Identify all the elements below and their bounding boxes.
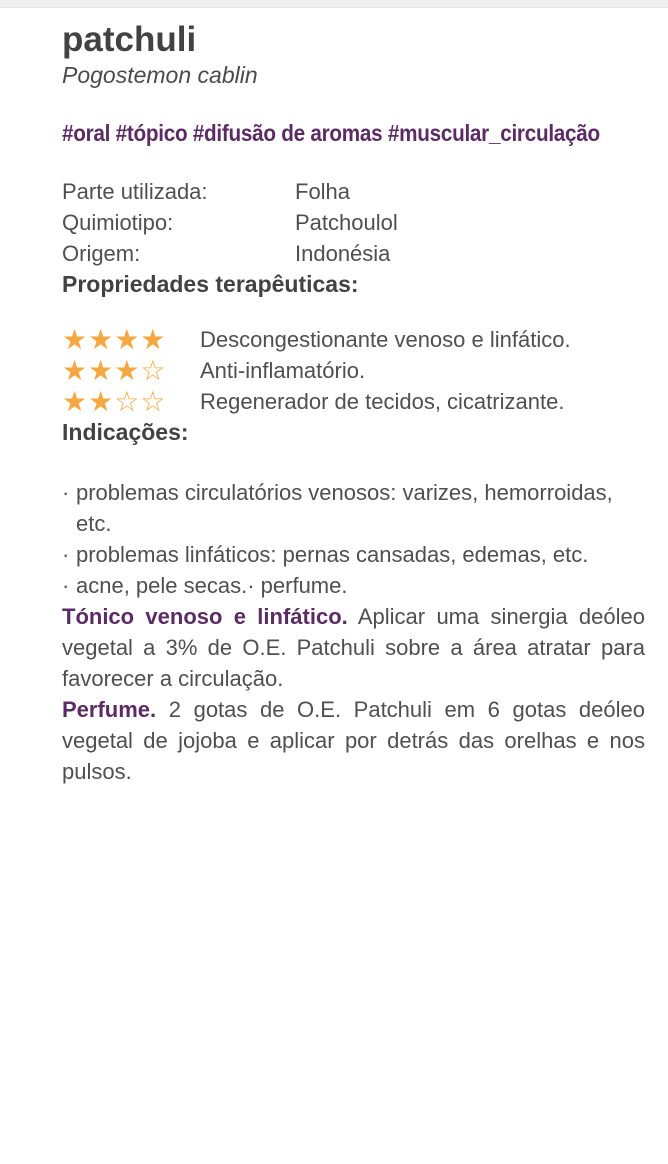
info-table [62, 176, 645, 269]
property-label: Regenerador de tecidos, cicatrizante. [200, 389, 565, 414]
usage-paragraph-tonic [62, 601, 645, 694]
info-value: Indonésia [295, 241, 391, 266]
properties-heading: Propriedades terapêuticas: [62, 271, 359, 297]
indication-item [62, 477, 645, 539]
usage-lead: Tónico venoso e linfático. [62, 604, 348, 629]
info-row-parte [62, 176, 645, 207]
property-label: Descongestionante venoso e linfático. [200, 327, 571, 352]
page-content [0, 20, 668, 787]
properties-list [62, 324, 645, 417]
property-row [62, 324, 645, 355]
botanical-name: Pogostemon cablin [62, 62, 258, 88]
usage-text: Aplicar uma sinergia deóleo vegetal a 3% de O.E. Patchuli sobre a área atratar para favorecer a circulação. [62, 604, 645, 691]
hashtags-line: #oral #tópico #difusão de aromas #muscular_circulação [62, 120, 600, 146]
indications-heading: Indicações: [62, 419, 189, 445]
bullet-icon: · [62, 480, 70, 505]
property-row [62, 355, 645, 386]
usage-lead: Perfume. [62, 697, 157, 722]
info-label: Quimiotipo: [62, 210, 174, 235]
info-row-quimiotipo [62, 207, 645, 238]
usage-paragraph-perfume [62, 694, 645, 787]
star-rating-icon: ★★★★ [62, 323, 167, 356]
star-rating-icon: ★★☆☆ [62, 385, 167, 418]
indications-list [62, 477, 645, 601]
bullet-icon: · [62, 542, 70, 567]
usage-text: 2 gotas de O.E. Patchuli em 6 gotas deóleo vegetal de jojoba e aplicar por detrás das orelhas e nos pulsos. [62, 697, 645, 784]
info-value: Patchoulol [295, 210, 398, 235]
info-value: Folha [295, 179, 351, 204]
page-title: patchuli [62, 20, 197, 59]
info-row-origem [62, 238, 645, 269]
indication-item [62, 539, 645, 570]
star-rating-icon: ★★★☆ [62, 354, 167, 387]
property-row [62, 386, 645, 417]
info-label: Origem: [62, 241, 141, 266]
top-divider [0, 0, 668, 8]
indication-text: problemas circulatórios venosos: varizes, hemorroidas, etc. [76, 480, 613, 536]
info-label: Parte utilizada: [62, 179, 208, 204]
indication-item [62, 570, 645, 601]
indication-text: problemas linfáticos: pernas cansadas, edemas, etc. [76, 542, 589, 567]
bullet-icon: · [62, 573, 70, 598]
property-label: Anti-inflamatório. [200, 358, 366, 383]
indication-text: acne, pele secas.· perfume. [76, 573, 348, 598]
